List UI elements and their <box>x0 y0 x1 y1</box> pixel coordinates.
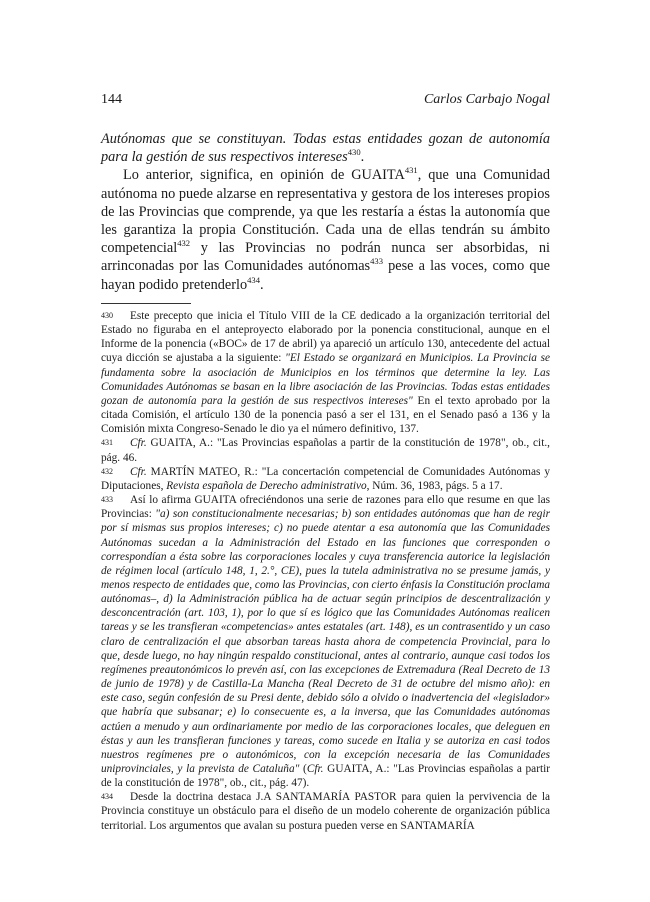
footnote-separator <box>101 303 191 304</box>
footnote-431: 431 Cfr. GUAITA, A.: "Las Provincias españolas a partir de la constitución de 1978", ob., cit., pág. 46. <box>101 437 550 464</box>
footnote-ref-433[interactable]: 433 <box>370 256 383 267</box>
running-author: Carlos Carbajo Nogal <box>423 92 550 107</box>
paragraph-2: Lo anterior, significa, en opinión de GUAITA$^{431}$, que una Comunidad autónoma no puede alzarse en representativa y gestora de los intereses propios de las Provincias que comprende, ya que les restaría a éstas la autonomía que les garantiza la propia Constitución. Cada una de ellas tendrán su ámbito competencial$^{432}$ y las Provincias no podrán nunca ser absorbidas, ni arrinconadas por las Comunidades autónomas$^{433}$ pese a las voces, como que hayan podido pretenderlo$^{434}$. <box>101 165 550 293</box>
page-number: 144 <box>101 92 122 107</box>
footnote-432: 432 Cfr. MARTÍN MATEO, R.: "La concertación competencial de Comunidades Autónomas y Diputaciones, Revista española de Derecho administrativo, Núm. 36, 1983, págs. 5 a 17. <box>101 465 550 492</box>
running-header <box>101 92 550 112</box>
footnote-ref-432[interactable]: 432 <box>177 238 191 249</box>
footnote-ref-434[interactable]: 434 <box>247 274 260 285</box>
footnote-number: 432 <box>101 466 113 476</box>
footnote-ref-430[interactable]: 430 <box>347 147 361 158</box>
footnote-number: 433 <box>101 495 113 505</box>
footnote-number: 430 <box>101 311 113 320</box>
footnote-number: 431 <box>101 438 113 448</box>
paragraph-1: Autónomas que se constituyan. Todas estas entidades gozan de autonomía para la gestión de sus respectivos intereses$^{430}$. <box>101 131 550 166</box>
footnote-430: 430 Este precepto que inicia el Título VIII de la CE dedicado a la organización territorial del Estado no figuraba en el anteproyecto elaborado por la ponencia constitucional, aunque en el Informe de la ponencia («BOC» de 17 de abril) ya apareció un artículo 130, antecedente del actual cuya dicción se ajustaba a la siguiente: "El Estado se organizará en Municipios. La Provincia se fundamenta sobre la asociación de Municipios en los términos que determine la ley. Las Comunidades Autónomas se basan en la libre asociación de las Provincias. Todas estas entidades gozan de autonomía para la gestión de sus respectivos intereses" En el texto aprobado por la citada Comisión, el artículo 130 de la ponencia pasó a ser el 131, en el Senado pasó a 136 y la Comisión mixta Congreso-Senado le dio ya el número definitivo, 137. <box>101 310 550 436</box>
footnote-433: 433 Así lo afirma GUAITA ofreciéndonos una serie de razones para ello que resume en que las Provincias: "a) son constitucionalmente necesarias; b) son entidades autónomas que han de regir por sí mismas sus propios intereses; c) no puede atentar a esa autonomía que las Comunidades Autónomas sucedan a la Administración del Estado en las funciones que corresponden o correspondían a ésta sobre las corporaciones locales y cuya transferencia autorice la legislación de régimen local (artículo 148, 1, 2.°, CE), pues la tutela administrativa no se presume jamás, y menos respecto de entidades que, como las Provincias, con cierto énfasis la Constitución proclama autónomas–, d) la Administración pública ha de actuar según principios de descentralización y desconcentración (art. 103, 1), por lo que sí es lógico que las Comunidades Autónomas realicen tareas y se les transfieran «competencias» antes estatales (art. 148), es un contrasentido y un caso claro de centralización el que absorban tareas hasta ahora de competencia Provincial, para lo que, desde luego, no hay ningún respaldo constitucional, antes al contrario, aunque casi todos los regímenes preautonómicos lo prevén así, con las excepciones de Extremadura (Real Decreto de 13 de junio de 1978) y de Castilla-La Mancha (Real Decreto de 31 de octubre del mismo año): en este caso, según confesión de su Presi dente, debido sólo a olvido o inadvertencia del «legislador» que habría que subsanar; e) lo consecuente es, a la inversa, que las Comunidades autónomas actúen a menudo y aun ordinariamente por medio de las corporaciones locales, que deleguen en éstas y aun les transfieran funciones y tareas, como sucede en Italia y se autoriza en casi todos nuestros regímenes pre o autonómicos, con la excepción necesaria de las Comunidades uniprovinciales, y la prevista de Cataluña" (Cfr. GUAITA, A.: "Las Provincias españolas a partir de la constitución de 1978", ob., cit., pág. 47). <box>101 494 550 790</box>
footnotes <box>101 309 550 833</box>
main-text <box>101 130 550 294</box>
footnote-434: 434 Desde la doctrina destaca J.A SANTAMARÍA PASTOR para quien la pervivencia de la Provincia constituye un obstáculo para el diseño de un modelo coherente de organización pública territorial. Los argumentos que avalan su postura pueden verse en SANTAMARÍA <box>101 791 550 832</box>
footnote-ref-431[interactable]: 431 <box>404 165 418 176</box>
quoted-article-text: Autónomas que se constituyan. Todas estas entidades gozan de autonomía para la gestión de sus respectivos intereses <box>101 131 550 166</box>
footnote-number: 434 <box>101 792 113 802</box>
